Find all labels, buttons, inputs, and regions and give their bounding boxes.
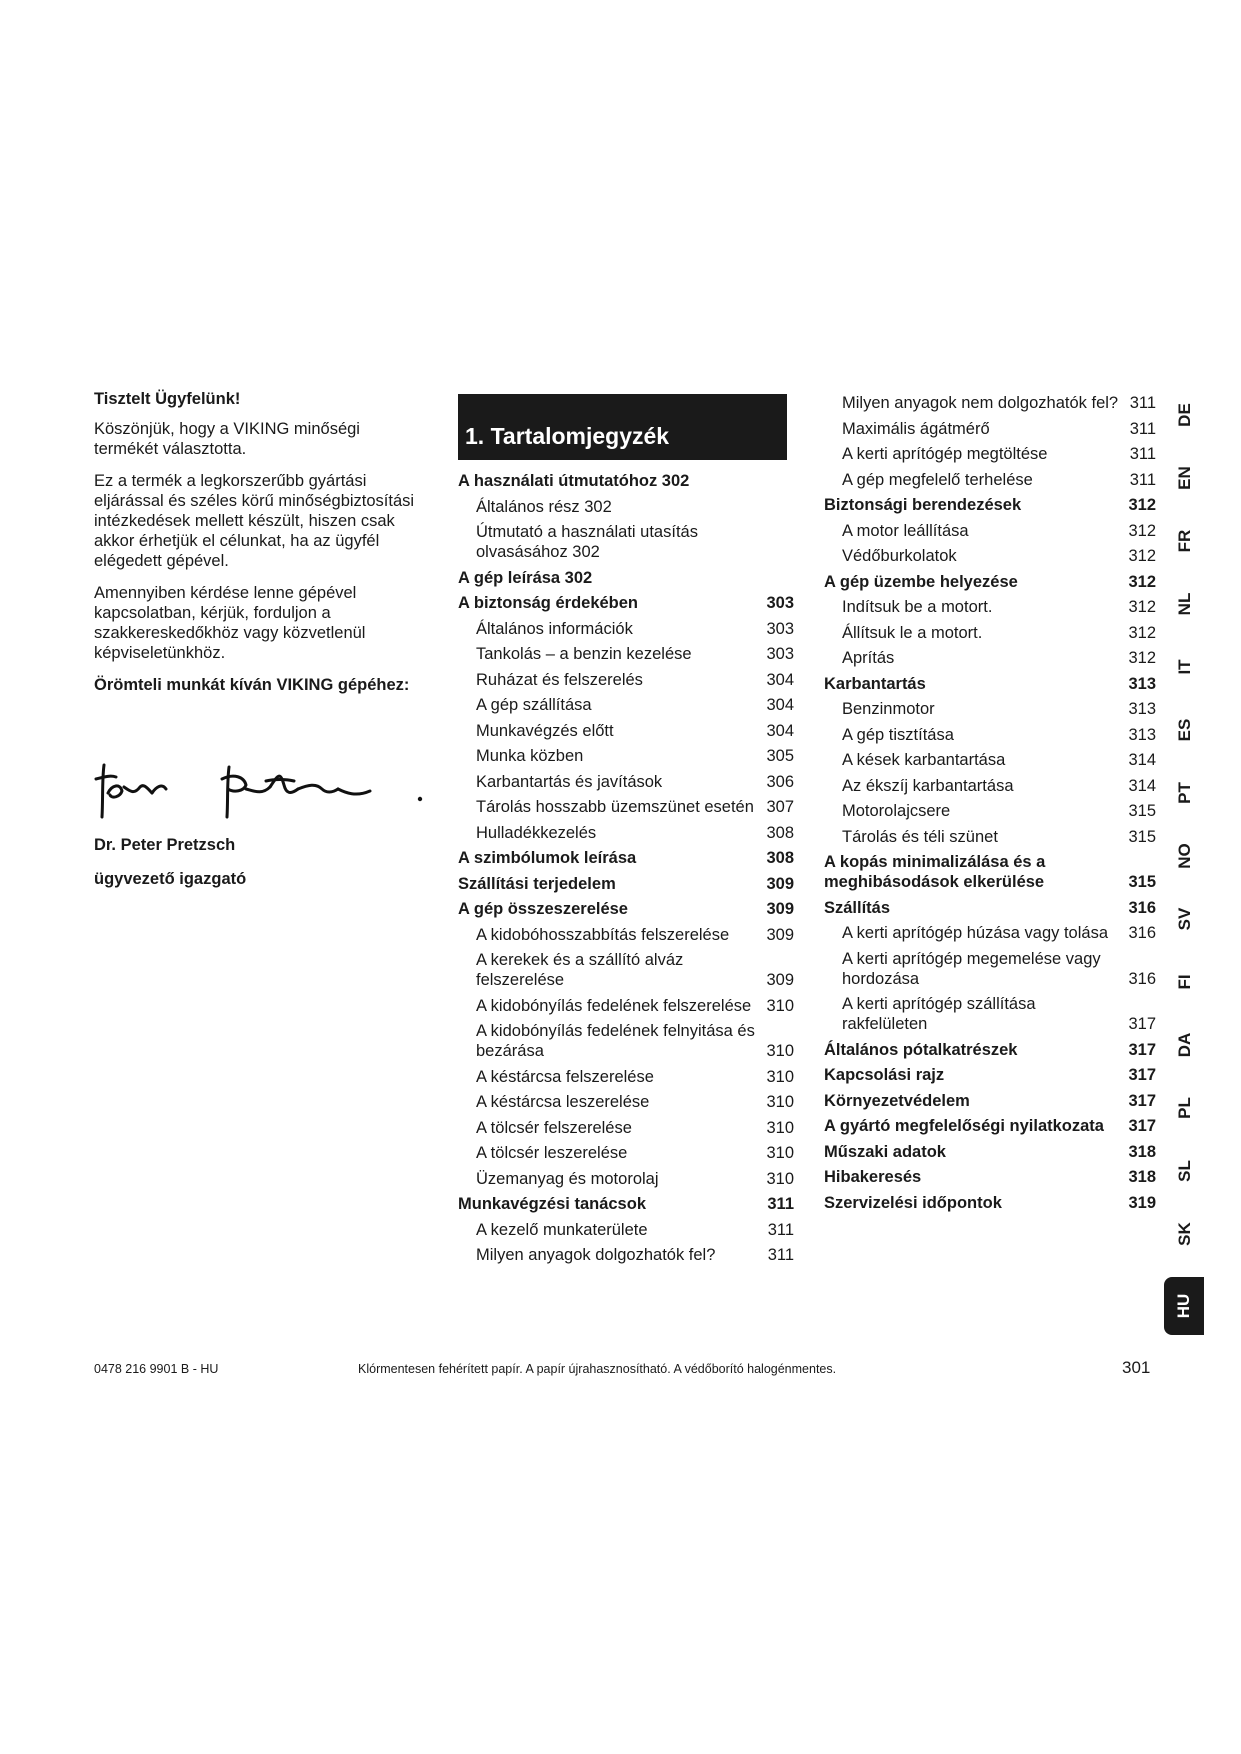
toc-entry[interactable] — [458, 568, 794, 588]
toc-entry[interactable] — [824, 827, 1156, 847]
toc-entry-page: 304 — [766, 670, 794, 689]
language-tab-it[interactable] — [1170, 647, 1200, 687]
paper-note: Klórmentesen fehérített papír. A papír újrahasznosítható. A védőborító halogénmentes. — [358, 1362, 837, 1376]
signer-name: Dr. Peter Pretzsch — [94, 836, 236, 854]
language-tab-label: EN — [1175, 466, 1194, 490]
toc-entry[interactable] — [458, 695, 794, 715]
toc-entry-label: A kések karbantartása — [842, 751, 1006, 769]
language-tab-label: IT — [1175, 659, 1194, 675]
toc-entry-label: Munkavégzés előtt — [476, 721, 614, 740]
toc-entry[interactable] — [458, 1220, 794, 1240]
toc-entry-label: A biztonság érdekében — [458, 594, 639, 612]
language-tab-label: NL — [1175, 592, 1194, 616]
toc-entry-page: 311 — [1129, 419, 1156, 438]
toc-entry-page: 312 — [1128, 598, 1156, 616]
toc-entry[interactable] — [458, 823, 794, 843]
toc-entry[interactable] — [458, 996, 794, 1016]
toc-entry-page: 309 — [766, 971, 794, 989]
toc-entry[interactable] — [824, 699, 1156, 719]
toc-entry-page: 311 — [1129, 470, 1156, 489]
toc-entry[interactable] — [824, 648, 1156, 668]
toc-entry[interactable] — [458, 950, 794, 990]
toc-entry-page: 308 — [766, 849, 794, 867]
toc-entry-page: 315 — [1128, 873, 1156, 891]
language-tab-hu[interactable] — [1164, 1277, 1204, 1335]
toc-entry[interactable] — [824, 725, 1156, 745]
toc-entry-page: 311 — [1129, 445, 1156, 463]
toc-entry-page: 318 — [1128, 1142, 1156, 1161]
language-tab-label: PT — [1175, 782, 1194, 804]
letter-greeting: Tisztelt Ügyfelünk! — [94, 390, 241, 408]
handwritten-signature — [94, 755, 434, 825]
toc-entry-page: 315 — [1128, 827, 1156, 846]
toc-entry[interactable] — [824, 750, 1156, 770]
toc-entry-page: 309 — [766, 874, 794, 893]
language-tab-label: FR — [1175, 529, 1194, 553]
language-tab-label: PL — [1175, 1097, 1194, 1119]
language-tab-label: HU — [1174, 1293, 1193, 1319]
toc-entry-label: A használati útmutatóhoz 302 — [458, 472, 690, 490]
language-tab-de[interactable] — [1170, 395, 1200, 435]
toc-entry-label: Útmutató a használati utasítás olvasásához 302 — [476, 523, 698, 561]
toc-entry-page: 312 — [1128, 649, 1156, 667]
letter-paragraph: Ez a termék a legkorszerűbb gyártási eljárással és széles körű minőségbiztosítási intézkedések mellett készült, hiszen csak akkor érhetjük el célunkat, ha az ügyfél elégedett gépével. — [94, 472, 415, 570]
toc-entry[interactable] — [458, 1194, 794, 1214]
toc-entry-page: 311 — [767, 1220, 794, 1239]
toc-entry-page: 317 — [1128, 1015, 1156, 1033]
toc-entry-page: 310 — [766, 996, 794, 1015]
toc-entry[interactable] — [824, 674, 1156, 694]
toc-entry-page: 307 — [766, 798, 794, 816]
toc-entry-label: Műszaki adatok — [824, 1142, 946, 1161]
toc-entry-label: Milyen anyagok nem dolgozhatók fel? — [842, 394, 1119, 412]
toc-entry[interactable] — [458, 797, 794, 817]
toc-entry-label: Általános pótalkatrészek — [824, 1040, 1018, 1059]
toc-entry[interactable] — [458, 746, 794, 766]
toc-entry[interactable] — [824, 470, 1156, 490]
toc-entry[interactable] — [824, 623, 1156, 643]
toc-entry-page: 312 — [1128, 521, 1156, 540]
document-code: 0478 216 9901 B - HU — [94, 1362, 219, 1376]
toc-entry-page: 316 — [1128, 898, 1156, 917]
toc-entry[interactable] — [824, 1040, 1156, 1060]
toc-entry-page: 310 — [766, 1118, 794, 1137]
language-tab-da[interactable] — [1170, 1025, 1200, 1065]
toc-entry[interactable] — [824, 444, 1156, 464]
toc-entry-label: Szállítási terjedelem — [458, 874, 616, 893]
toc-entry[interactable] — [824, 1116, 1156, 1136]
language-tab-label: NO — [1175, 843, 1194, 869]
toc-entry-page: 317 — [1128, 1066, 1156, 1084]
page-number: 301 — [1122, 1358, 1151, 1377]
toc-entry-page: 312 — [1128, 572, 1156, 591]
toc-entry[interactable] — [458, 1092, 794, 1112]
toc-entry-page: 303 — [766, 594, 794, 612]
toc-entry-label: Karbantartás és javítások — [476, 772, 663, 791]
toc-entry-page: 313 — [1128, 674, 1156, 693]
toc-entry-page: 314 — [1128, 776, 1156, 795]
toc-entry-label: Indítsuk be a motort. — [842, 598, 993, 616]
toc-entry-page: 309 — [766, 900, 794, 918]
language-tab-label: ES — [1175, 718, 1194, 742]
toc-entry-label: A motor leállítása — [842, 521, 969, 540]
toc-entry[interactable] — [824, 949, 1156, 989]
toc-entry-page: 317 — [1128, 1040, 1156, 1059]
toc-entry-label: A tölcsér leszerelése — [476, 1144, 628, 1162]
toc-entry-page: 303 — [766, 645, 794, 663]
toc-entry[interactable] — [458, 1067, 794, 1087]
toc-entry[interactable] — [458, 925, 794, 945]
toc-entry-label: A tölcsér felszerelése — [476, 1118, 632, 1137]
toc-entry-label: Tankolás – a benzin kezelése — [476, 645, 692, 663]
toc-entry-page: 310 — [766, 1042, 794, 1060]
toc-entry[interactable] — [458, 497, 794, 517]
toc-entry-page: 310 — [766, 1067, 794, 1086]
toc-entry-label: Tárolás hosszabb üzemszünet esetén — [476, 798, 754, 816]
toc-entry-page: 308 — [766, 823, 794, 842]
toc-entry[interactable] — [824, 898, 1156, 918]
toc-entry-label: Hulladékkezelés — [476, 823, 597, 842]
toc-entry-label: A kidobónyílás fedelének felnyitása és bezárása — [476, 1022, 755, 1060]
language-tab-pl[interactable] — [1170, 1088, 1200, 1128]
toc-entry[interactable] — [458, 1118, 794, 1138]
language-tab-sl[interactable] — [1170, 1151, 1200, 1191]
toc-entry-label: A kerti aprítógép húzása vagy tolása — [842, 924, 1108, 942]
toc-entry[interactable] — [824, 393, 1156, 413]
language-tab-fi[interactable] — [1170, 962, 1200, 1002]
toc-entry-label: Tárolás és téli szünet — [842, 827, 998, 846]
toc-entry-label: Biztonsági berendezések — [824, 496, 1022, 514]
toc-entry[interactable] — [824, 994, 1156, 1034]
toc-entry[interactable] — [458, 848, 794, 868]
language-tab-label: SL — [1175, 1160, 1194, 1182]
toc-entry-page: 311 — [767, 1195, 794, 1213]
toc-entry[interactable] — [458, 471, 794, 491]
language-tab-en[interactable] — [1170, 458, 1200, 498]
toc-entry-page: 313 — [1128, 700, 1156, 718]
toc-entry-label: Környezetvédelem — [824, 1091, 970, 1110]
toc-entry[interactable] — [458, 721, 794, 741]
toc-entry[interactable] — [824, 1167, 1156, 1187]
toc-entry-label: A kerti aprítógép megemelése vagy hordozása — [842, 949, 1101, 988]
toc-entry-label: A gyártó megfelelőségi nyilatkozata — [824, 1117, 1104, 1135]
language-tab-es[interactable] — [1170, 710, 1200, 750]
toc-entry[interactable] — [824, 1193, 1156, 1213]
toc-column-2 — [824, 393, 1156, 1218]
toc-entry-page: 303 — [766, 619, 794, 638]
toc-entry-label: Állítsuk le a motort. — [842, 623, 983, 642]
toc-entry-page: 316 — [1128, 969, 1156, 988]
welcome-letter — [94, 389, 424, 707]
toc-entry-label: Munka közben — [476, 747, 584, 765]
toc-entry-label: A gép szállítása — [476, 696, 592, 714]
toc-entry-page: 311 — [1129, 394, 1156, 412]
toc-entry-label: A kerti aprítógép szállítása rakfelületen — [842, 995, 1036, 1033]
toc-entry-page: 310 — [766, 1144, 794, 1162]
toc-entry-page: 310 — [766, 1169, 794, 1188]
toc-entry-page: 312 — [1128, 547, 1156, 565]
toc-entry-label: A kidobónyílás fedelének felszerelése — [476, 996, 752, 1015]
toc-entry-label: A kerti aprítógép megtöltése — [842, 445, 1048, 463]
toc-entry-page: 318 — [1128, 1168, 1156, 1186]
toc-entry-label: Hibakeresés — [824, 1168, 922, 1186]
toc-entry-label: A kopás minimalizálása és a meghibásodások elkerülése — [824, 853, 1046, 891]
toc-entry-label: Általános információk — [476, 619, 633, 638]
language-tab-fr[interactable] — [1170, 521, 1200, 561]
toc-entry-label: A gép leírása 302 — [458, 568, 593, 587]
language-tab-no[interactable] — [1170, 836, 1200, 876]
toc-entry[interactable] — [458, 1143, 794, 1163]
toc-entry-label: Benzinmotor — [842, 700, 935, 718]
toc-entry-label: A gép üzembe helyezése — [824, 572, 1018, 591]
toc-entry-page: 319 — [1128, 1193, 1156, 1212]
language-tab-label: FI — [1175, 974, 1194, 990]
toc-entry-label: Üzemanyag és motorolaj — [476, 1169, 659, 1188]
toc-entry-page: 316 — [1128, 924, 1156, 942]
toc-entry-page: 312 — [1128, 496, 1156, 514]
toc-entry[interactable] — [458, 1021, 794, 1061]
language-tab-label: SK — [1175, 1222, 1194, 1246]
toc-entry[interactable] — [824, 1091, 1156, 1111]
toc-entry-page: 317 — [1128, 1091, 1156, 1110]
toc-entry-label: Aprítás — [842, 649, 895, 667]
language-tab-nl[interactable] — [1170, 584, 1200, 624]
toc-entry-page: 310 — [766, 1093, 794, 1111]
toc-entry[interactable] — [824, 546, 1156, 566]
toc-entry-label: Munkavégzési tanácsok — [458, 1195, 646, 1213]
toc-entry[interactable] — [458, 670, 794, 690]
toc-entry-page: 313 — [1128, 725, 1156, 744]
toc-entry-label: A gép megfelelő terhelése — [842, 470, 1033, 489]
toc-entry[interactable] — [824, 776, 1156, 796]
toc-entry-label: Általános rész 302 — [476, 497, 612, 516]
letter-closing: Örömteli munkát kíván VIKING gépéhez: — [94, 676, 410, 694]
toc-entry[interactable] — [458, 899, 794, 919]
toc-entry-label: Az ékszíj karbantartása — [842, 776, 1014, 795]
language-tab-sk[interactable] — [1170, 1214, 1200, 1254]
toc-entry-label: A késtárcsa leszerelése — [476, 1093, 650, 1111]
toc-entry-label: Karbantartás — [824, 674, 926, 693]
toc-entry-page: 309 — [766, 925, 794, 944]
toc-title: 1. Tartalomjegyzék — [465, 423, 670, 449]
toc-entry[interactable] — [824, 572, 1156, 592]
toc-entry[interactable] — [824, 923, 1156, 943]
toc-entry-label: A kidobóhosszabbítás felszerelése — [476, 925, 730, 944]
toc-entry-label: A kezelő munkaterülete — [476, 1220, 648, 1239]
toc-entry-label: Ruházat és felszerelés — [476, 670, 643, 689]
language-tab-label: DA — [1175, 1032, 1194, 1058]
toc-entry[interactable] — [824, 801, 1156, 821]
toc-entry[interactable] — [458, 772, 794, 792]
toc-entry[interactable] — [458, 619, 794, 639]
toc-entry[interactable] — [824, 521, 1156, 541]
toc-header — [458, 394, 787, 460]
toc-entry[interactable] — [824, 419, 1156, 439]
toc-entry-page: 317 — [1128, 1117, 1156, 1135]
toc-entry-page: 305 — [766, 747, 794, 765]
toc-entry-label: A késtárcsa felszerelése — [476, 1067, 654, 1086]
toc-entry-label: Szervizelési időpontok — [824, 1193, 1002, 1212]
toc-entry[interactable] — [458, 1169, 794, 1189]
toc-entry-page: 312 — [1128, 623, 1156, 642]
toc-column-1 — [458, 471, 794, 1271]
toc-entry-label: A gép összeszerelése — [458, 900, 628, 918]
toc-entry[interactable] — [458, 522, 794, 562]
toc-entry-label: Milyen anyagok dolgozhatók fel? — [476, 1246, 716, 1264]
toc-entry[interactable] — [824, 597, 1156, 617]
toc-entry-label: Motorolajcsere — [842, 802, 951, 820]
toc-entry-page: 304 — [766, 696, 794, 714]
toc-entry-label: Kapcsolási rajz — [824, 1066, 945, 1084]
toc-entry[interactable] — [458, 593, 794, 613]
toc-entry-page: 311 — [767, 1246, 794, 1264]
toc-entry[interactable] — [824, 1065, 1156, 1085]
language-tab-label: DE — [1175, 403, 1194, 427]
toc-entry-label: A gép tisztítása — [842, 725, 954, 744]
toc-entry-label: Védőburkolatok — [842, 547, 957, 565]
toc-entry-page: 315 — [1128, 802, 1156, 820]
toc-entry-label: A kerekek és a szállító alváz felszerelése — [476, 951, 684, 989]
language-tab-label: SV — [1175, 907, 1194, 931]
toc-entry-label: A szimbólumok leírása — [458, 849, 637, 867]
toc-entry[interactable] — [458, 1245, 794, 1265]
language-tab-pt[interactable] — [1170, 773, 1200, 813]
toc-entry-page: 304 — [766, 721, 794, 740]
toc-entry[interactable] — [458, 874, 794, 894]
signer-title: ügyvezető igazgató — [94, 870, 247, 888]
toc-entry-page: 306 — [766, 772, 794, 791]
toc-entry-label: Szállítás — [824, 898, 891, 917]
toc-entry[interactable] — [824, 852, 1156, 892]
toc-entry[interactable] — [824, 495, 1156, 515]
toc-entry[interactable] — [458, 644, 794, 664]
toc-entry-page: 314 — [1128, 751, 1156, 769]
toc-entry-label: Maximális ágátmérő — [842, 419, 990, 438]
letter-paragraph: Köszönjük, hogy a VIKING minőségi termékét választotta. — [94, 420, 360, 458]
letter-paragraph: Amennyiben kérdése lenne gépével kapcsolatban, kérjük, forduljon a szakkereskedőkhöz vagy közvetlenül képviseletünkhöz. — [94, 584, 366, 662]
language-tab-sv[interactable] — [1170, 899, 1200, 939]
toc-entry[interactable] — [824, 1142, 1156, 1162]
